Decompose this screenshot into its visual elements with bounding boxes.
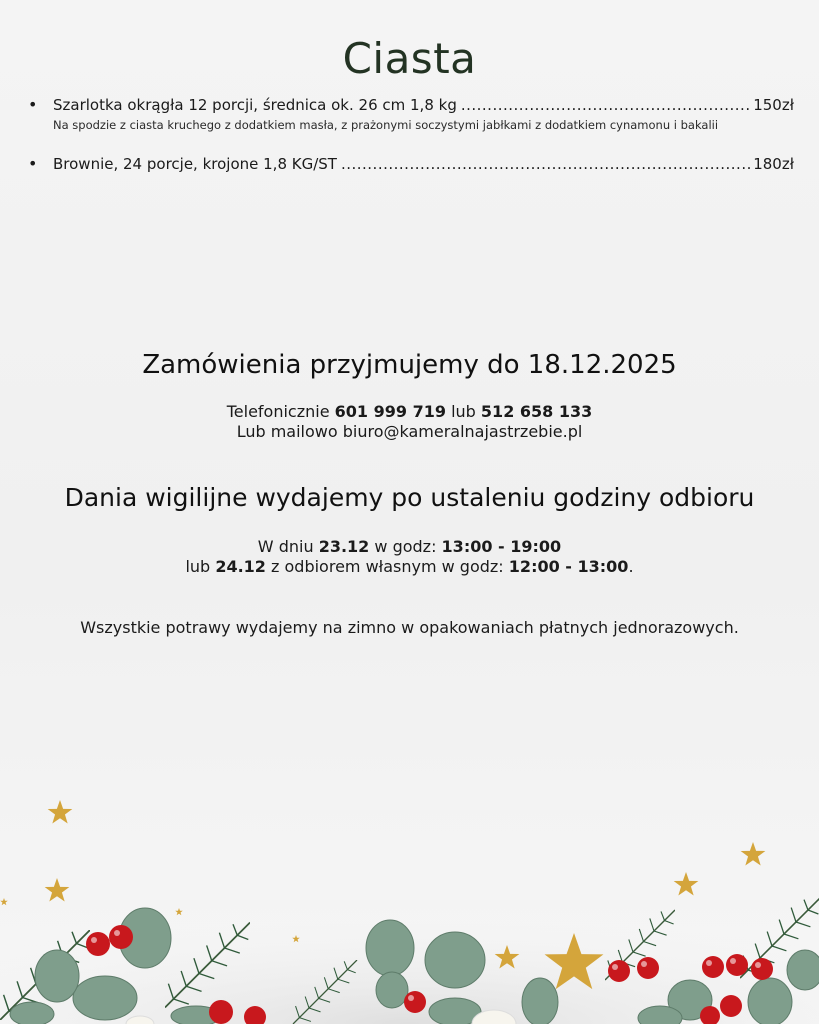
contact-info (0, 402, 819, 442)
item-name: Szarlotka okrągła 12 porcji, średnica ok. 26 cm 1,8 kg (53, 96, 457, 114)
phone-line (0, 402, 819, 422)
pickup-line-2 (0, 557, 819, 577)
phone-prefix: Telefonicznie (226, 402, 330, 421)
pickup-line-1 (0, 537, 819, 557)
leader-dots (341, 153, 751, 175)
phone-or: lub (451, 402, 476, 421)
pickup-heading: Dania wigilijne wydajemy po ustaleniu godziny odbioru (64, 483, 755, 512)
item-description: Na spodzie z ciasta kruchego z dodatkiem masła, z prażonymi soczystymi jabłkami z dodatkiem cynamonu i bakalii (53, 118, 719, 132)
phone-number-2[interactable]: 512 658 133 (480, 402, 593, 421)
pickup-text: W dniu (257, 537, 314, 556)
star-icon (741, 842, 766, 866)
phone-number-1[interactable]: 601 999 719 (334, 402, 446, 421)
list-item (28, 94, 794, 133)
pickup-date: 24.12 (215, 557, 266, 576)
item-name: Brownie, 24 porcje, krojone 1,8 KG/ST (53, 155, 337, 173)
pickup-text: w godz: (374, 537, 437, 556)
pickup-time: 12:00 - 13:00 (508, 557, 629, 576)
bullet: • (28, 95, 38, 114)
item-price: 180zł (753, 155, 794, 173)
pickup-text: lub (185, 557, 211, 576)
email-line[interactable]: Lub mailowo biuro@kameralnajastrzebie.pl (236, 422, 583, 441)
pickup-time: 13:00 - 19:00 (441, 537, 562, 556)
pickup-text: z odbiorem własnym w godz: (271, 557, 504, 576)
star-icon (48, 800, 73, 824)
cake-list (28, 94, 794, 175)
bullet: • (28, 154, 38, 173)
list-item (28, 153, 794, 175)
leader-dots (461, 94, 751, 116)
pickup-hours (0, 537, 819, 577)
pickup-date: 23.12 (318, 537, 370, 556)
item-price: 150zł (753, 96, 794, 114)
packaging-note: Wszystkie potrawy wydajemy na zimno w opakowaniach płatnych jednorazowych. (80, 618, 739, 637)
page-title: Ciasta (342, 34, 477, 83)
christmas-decoration (0, 780, 819, 1024)
pickup-text: . (628, 557, 634, 576)
order-deadline-heading: Zamówienia przyjmujemy do 18.12.2025 (142, 350, 677, 380)
